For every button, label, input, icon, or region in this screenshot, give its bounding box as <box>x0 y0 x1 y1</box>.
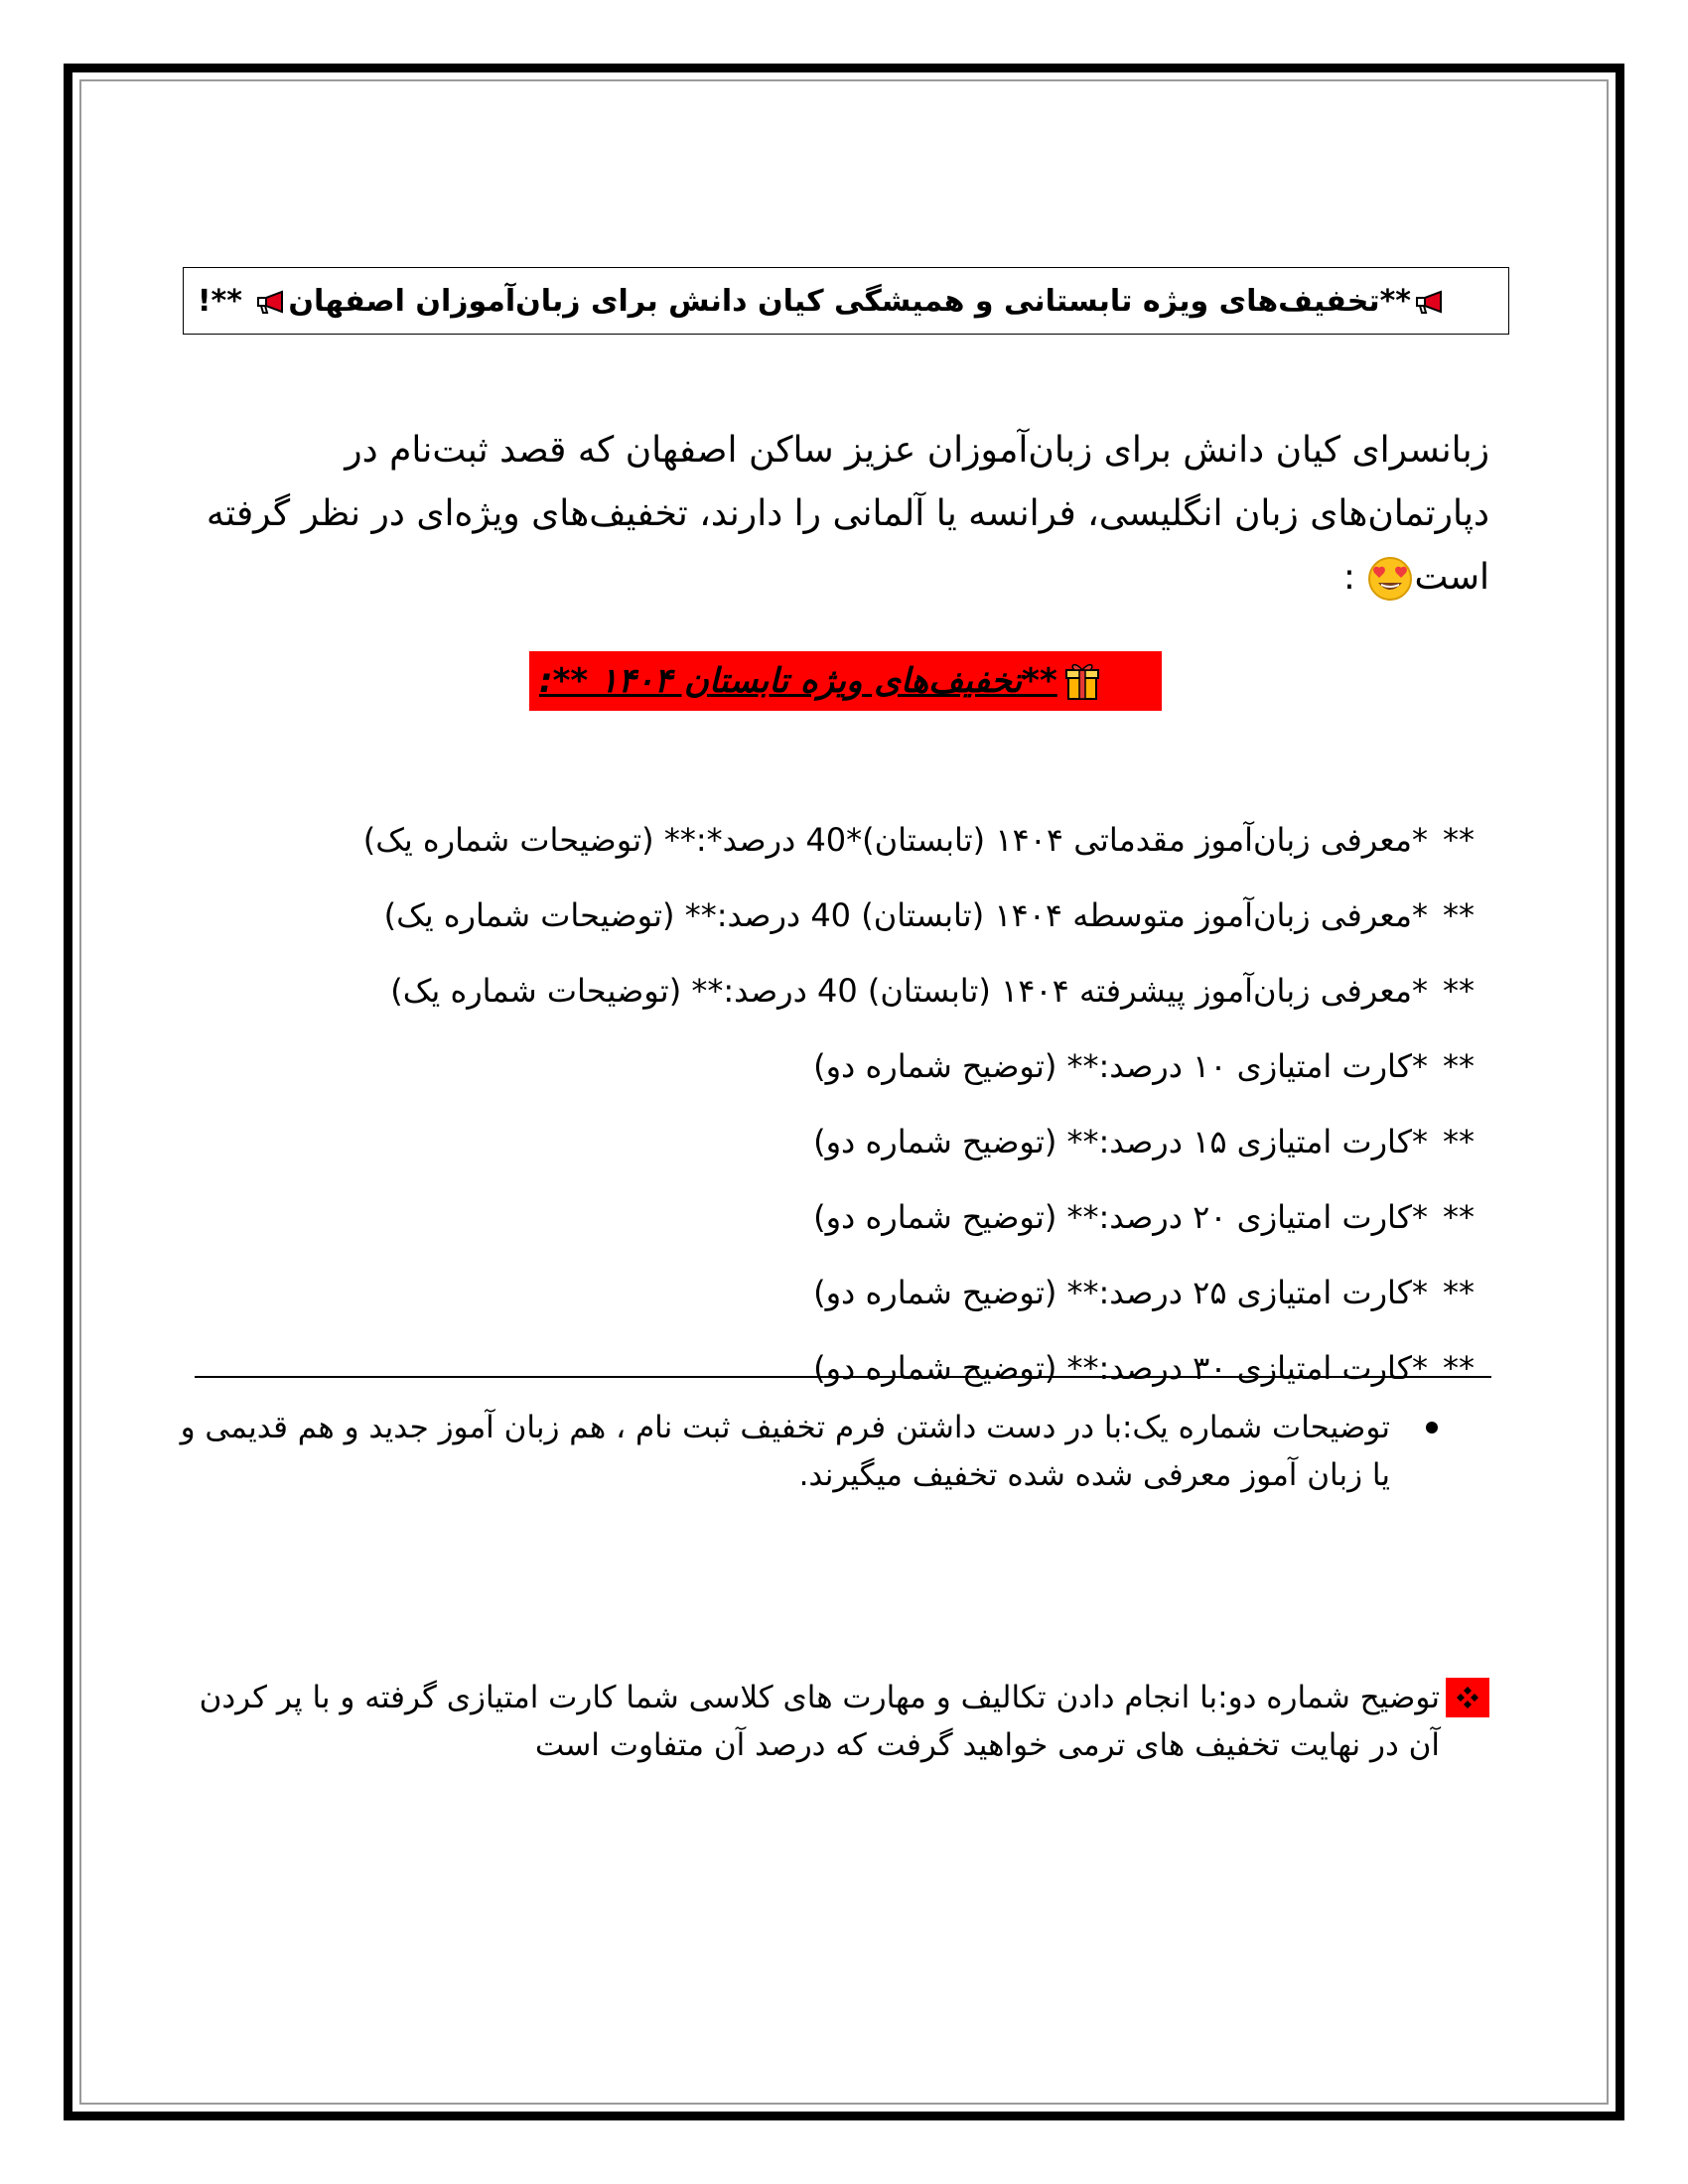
intro-paragraph <box>199 419 1489 610</box>
item-stars: ** <box>1443 972 1475 1010</box>
discount-item <box>199 1028 1489 1104</box>
discount-item <box>199 878 1489 953</box>
megaphone-icon-2 <box>252 289 288 315</box>
note-one <box>169 1404 1489 1499</box>
summer-discount-banner <box>529 651 1162 711</box>
title-box <box>183 267 1509 335</box>
item-text: *معرفی زبان‌آموز متوسطه ۱۴۰۴ (تابستان) 40 درصد:** (توضیحات شماره یک) <box>383 896 1428 934</box>
item-stars: ** <box>1443 896 1475 934</box>
item-text: *کارت امتیازی ۱۵ درصد:** (توضیح شماره دو) <box>813 1123 1428 1160</box>
note-one-text: توضیحات شماره یک:با در دست داشتن فرم تخفیف ثبت نام ، هم زبان آموز جدید و هم قدیمی و یا زبان آموز معرفی شده شده تخفیف میگیرند. <box>180 1410 1390 1493</box>
discount-item <box>199 953 1489 1028</box>
item-stars: ** <box>1443 1123 1475 1160</box>
gift-icon <box>1065 661 1099 701</box>
item-text: *کارت امتیازی ۳۰ درصد:** (توضیح شماره دو) <box>813 1349 1428 1387</box>
megaphone-icon <box>1411 289 1447 315</box>
title-suffix: **! <box>197 283 242 319</box>
bullet-dot-icon <box>1426 1422 1438 1433</box>
item-stars: ** <box>1443 1274 1475 1311</box>
section-divider <box>195 1376 1491 1378</box>
item-stars: ** <box>1443 1198 1475 1236</box>
discount-item <box>199 1179 1489 1255</box>
title-text: **تخفیف‌های ویژه تابستانی و همیشگی کیان دانش برای زبان‌آموزان اصفهان <box>288 283 1411 319</box>
title-heading <box>198 284 1447 319</box>
discount-item <box>199 802 1489 878</box>
discount-item <box>199 1104 1489 1179</box>
item-stars: ** <box>1443 1047 1475 1085</box>
item-stars: ** <box>1443 821 1475 859</box>
item-text: *کارت امتیازی ۱۰ درصد:** (توضیح شماره دو) <box>813 1047 1428 1085</box>
note-two <box>199 1674 1489 1769</box>
discount-list <box>199 802 1489 1406</box>
intro-suffix: : <box>1342 557 1367 598</box>
heart-eyes-emoji-icon <box>1366 555 1414 603</box>
discount-item <box>199 1255 1489 1330</box>
item-text: *معرفی زبان‌آموز پیشرفته ۱۴۰۴ (تابستان) 40 درصد:** (توضیحات شماره یک) <box>390 972 1428 1010</box>
item-text: *کارت امتیازی ۲۵ درصد:** (توضیح شماره دو) <box>813 1274 1428 1311</box>
item-text: *کارت امتیازی ۲۰ درصد:** (توضیح شماره دو) <box>813 1198 1428 1236</box>
item-text: *معرفی زبان‌آموز مقدماتی ۱۴۰۴ (تابستان)*40 درصد*:** (توضیحات شماره یک) <box>362 821 1428 859</box>
intro-text: زبانسرای کیان دانش برای زبان‌آموزان عزیز ساکن اصفهان که قصد ثبت‌نام در دپارتمان‌های زبان انگلیسی، فرانسه یا آلمانی را دارند، تخفیف‌های ویژه‌ای در نظر گرفته است <box>206 430 1489 598</box>
banner-heading: **تخفیف‌های ویژه تابستان ۱۴۰۴ **: <box>539 661 1057 701</box>
diamond-bullet-icon <box>1446 1678 1489 1717</box>
note-two-text: توضیح شماره دو:با انجام دادن تکالیف و مهارت های کلاسی شما کارت امتیازی گرفته و با پر کردن آن در نهایت تخفیف های ترمی خواهید گرفت که درصد آن متفاوت است <box>199 1680 1440 1763</box>
item-stars: ** <box>1443 1349 1475 1387</box>
discount-item <box>199 1330 1489 1406</box>
